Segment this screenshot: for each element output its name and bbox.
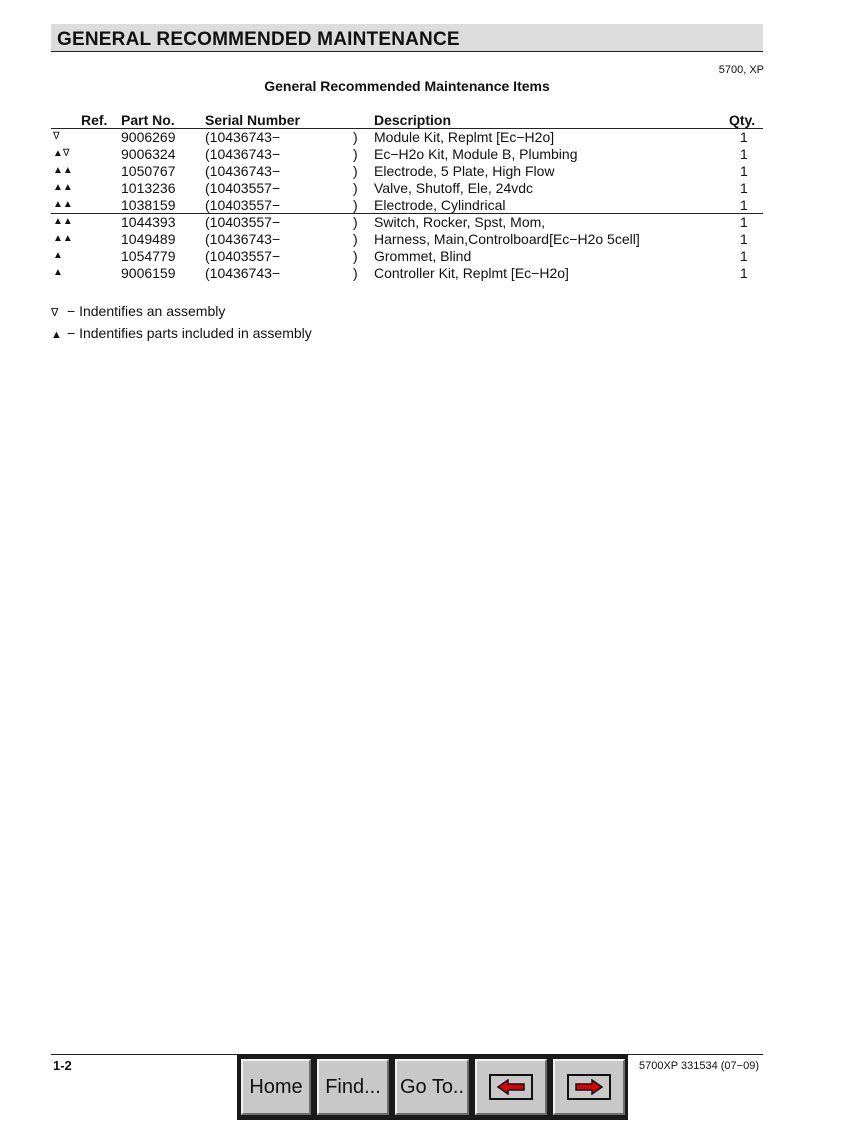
quantity: 1	[740, 248, 748, 264]
part-number: 1044393	[121, 214, 176, 230]
description: Electrode, 5 Plate, High Flow	[374, 163, 555, 179]
column-header-ref: Ref.	[81, 112, 108, 128]
quantity: 1	[740, 163, 748, 179]
table-row	[51, 163, 763, 180]
ref-symbol: ▲▲	[53, 233, 73, 244]
next-page-button[interactable]	[553, 1059, 625, 1115]
part-number: 1054779	[121, 248, 176, 264]
table-row	[51, 214, 763, 231]
serial-number: (10436743−	[205, 146, 281, 162]
serial-close: )	[353, 146, 358, 162]
part-number: 9006269	[121, 129, 176, 145]
serial-close: )	[353, 163, 358, 179]
quantity: 1	[740, 146, 748, 162]
serial-number: (10436743−	[205, 265, 281, 281]
model-reference: 5700, XP	[718, 64, 764, 76]
description: Harness, Main,Controlboard[Ec−H2o 5cell]	[374, 231, 640, 247]
description: Valve, Shutoff, Ele, 24vdc	[374, 180, 534, 196]
table-row	[51, 197, 763, 214]
home-button[interactable]: Home	[241, 1059, 311, 1115]
serial-close: )	[353, 231, 358, 247]
ref-symbol: ∇	[53, 131, 60, 142]
page-title: GENERAL RECOMMENDED MAINTENANCE	[57, 29, 460, 50]
serial-close: )	[353, 197, 358, 213]
serial-number: (10436743−	[205, 231, 281, 247]
table-row	[51, 129, 763, 146]
table-title: General Recommended Maintenance Items	[264, 78, 550, 94]
table-row	[51, 146, 763, 163]
part-number: 1013236	[121, 180, 176, 196]
left-arrow-icon	[489, 1074, 533, 1100]
description: Switch, Rocker, Spst, Mom,	[374, 214, 546, 230]
serial-close: )	[353, 129, 358, 145]
find-button[interactable]: Find...	[317, 1059, 389, 1115]
serial-close: )	[353, 180, 358, 196]
serial-close: )	[353, 214, 358, 230]
included-part-symbol: ▲	[51, 329, 62, 341]
description: Electrode, Cylindrical	[374, 197, 506, 213]
serial-close: )	[353, 265, 358, 281]
navigation-bar	[237, 1054, 628, 1120]
quantity: 1	[740, 180, 748, 196]
quantity: 1	[740, 129, 748, 145]
ref-symbol: ▲	[53, 250, 63, 261]
legend-text: − Indentifies an assembly	[67, 303, 226, 319]
serial-number: (10403557−	[205, 248, 281, 264]
part-number: 1049489	[121, 231, 176, 247]
ref-symbol: ▲▲	[53, 199, 73, 210]
part-number: 1050767	[121, 163, 176, 179]
column-header-part-no: Part No.	[121, 112, 175, 128]
serial-close: )	[353, 248, 358, 264]
left-arrow-glyph	[496, 1079, 526, 1095]
quantity: 1	[740, 265, 748, 281]
ref-symbol: ▲▲	[53, 165, 73, 176]
assembly-symbol: ∇	[51, 307, 59, 319]
part-number: 1038159	[121, 197, 176, 213]
page-number: 1-2	[53, 1058, 72, 1073]
table-row	[51, 248, 763, 265]
serial-number: (10403557−	[205, 197, 281, 213]
serial-number: (10436743−	[205, 163, 281, 179]
column-header-description: Description	[374, 112, 452, 128]
ref-symbol: ▲∇	[53, 148, 70, 159]
table-row	[51, 265, 763, 282]
column-header-qty: Qty.	[729, 112, 756, 128]
right-arrow-icon	[567, 1074, 611, 1100]
ref-symbol: ▲▲	[53, 182, 73, 193]
column-header-serial-number: Serial Number	[205, 112, 300, 128]
page-header-bar	[51, 24, 763, 52]
quantity: 1	[740, 197, 748, 213]
previous-page-button[interactable]	[475, 1059, 547, 1115]
right-arrow-glyph	[574, 1079, 604, 1095]
description: Grommet, Blind	[374, 248, 472, 264]
quantity: 1	[740, 214, 748, 230]
serial-number: (10403557−	[205, 214, 281, 230]
table-row	[51, 180, 763, 197]
description: Ec−H2o Kit, Module B, Plumbing	[374, 146, 578, 162]
serial-number: (10436743−	[205, 129, 281, 145]
ref-symbol: ▲▲	[53, 216, 73, 227]
goto-button[interactable]: Go To..	[395, 1059, 469, 1115]
serial-number: (10403557−	[205, 180, 281, 196]
quantity: 1	[740, 231, 748, 247]
part-number: 9006324	[121, 146, 176, 162]
part-number: 9006159	[121, 265, 176, 281]
description: Controller Kit, Replmt [Ec−H2o]	[374, 265, 569, 281]
legend-included-parts	[51, 325, 312, 341]
ref-symbol: ▲	[53, 267, 63, 278]
legend-assembly	[51, 303, 225, 319]
document-number: 5700XP 331534 (07−09)	[639, 1060, 759, 1072]
table-row	[51, 231, 763, 248]
legend-text: − Indentifies parts included in assembly	[67, 325, 312, 341]
description: Module Kit, Replmt [Ec−H2o]	[374, 129, 555, 145]
